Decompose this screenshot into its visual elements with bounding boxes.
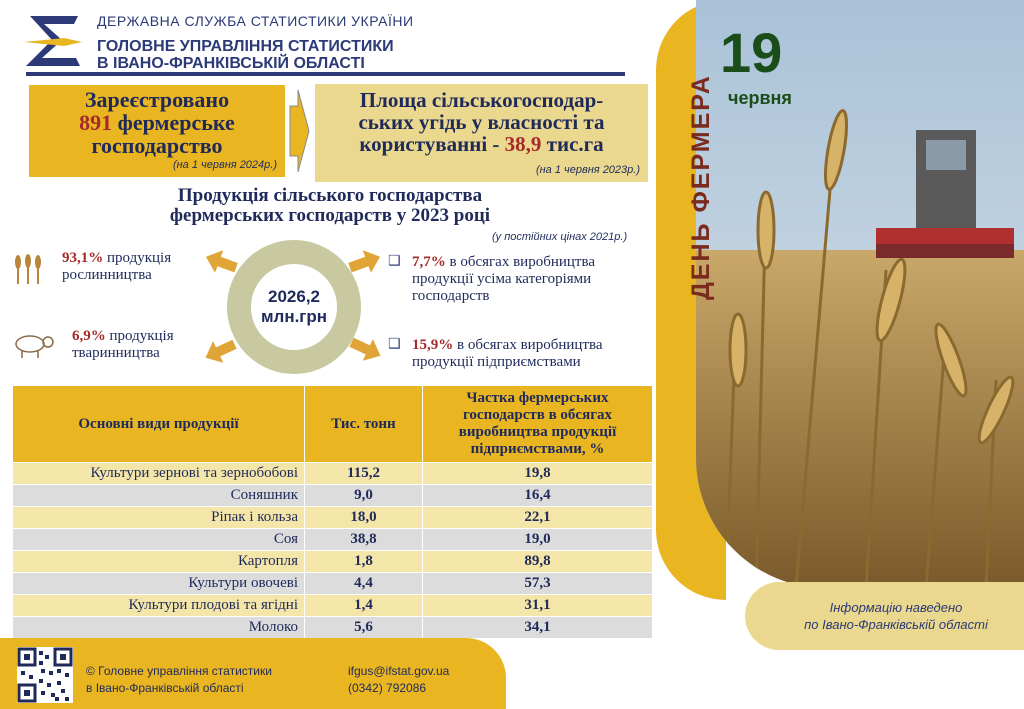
share-ent-label2: продукції підприємствами [412,354,581,370]
header-product: Основні види продукції [13,386,305,463]
land-line3a: користуванні - [359,132,505,156]
footer-email[interactable]: ifgus@ifstat.gov.ua [348,664,450,678]
agency-name: ДЕРЖАВНА СЛУЖБА СТАТИСТИКИ УКРАЇНИ [97,13,414,29]
animal-pct: 6,9% [72,328,106,344]
registered-farms-box [29,85,285,177]
land-area-box [315,84,648,182]
office-name-line2: В ІВАНО-ФРАНКІВСЬКІЙ ОБЛАСТІ [97,55,365,72]
production-title [100,186,560,226]
table-row [13,529,653,551]
registered-farms-text [29,88,285,157]
footer-phone: (0342) 792086 [348,681,427,695]
product-name: Культури плодові та ягідні [13,595,305,617]
share-all-label2: продукції усіма категоріями [412,271,592,287]
share-ent-label1: в обсягах виробництва [453,337,603,353]
product-tonnes: 1,8 [305,551,423,573]
share-all-label1: в обсягах виробництва [445,254,596,270]
registered-line2 [29,111,285,134]
plant-pct: 93,1% [62,250,104,266]
products-table [12,385,653,639]
animal-production-stat [72,328,174,362]
product-name: Культури овочеві [13,573,305,595]
product-share: 16,4 [423,485,653,507]
product-name: Молоко [13,617,305,639]
land-line1: Площа сільськогосподар- [359,88,604,112]
land-area-date: (на 1 червня 2023р.) [535,164,640,176]
share-all-categories [412,254,595,305]
plant-line1 [62,250,171,267]
arrow-down-right-icon [346,332,386,366]
table-row [13,551,653,573]
footer-copyright [86,663,272,697]
production-total-unit: млн.грн [260,307,328,326]
animal-line1 [72,328,174,345]
product-tonnes: 5,6 [305,617,423,639]
farmer-day-title: ДЕНЬ ФЕРМЕРА [687,74,715,300]
sigma-logo-icon [22,12,84,68]
share-ent-pct: 15,9% [412,337,454,353]
product-name: Соя [13,529,305,551]
product-tonnes: 115,2 [305,463,423,485]
plant-label2: рослинництва [62,267,152,283]
product-tonnes: 9,0 [305,485,423,507]
share-all-pct: 7,7% [412,254,446,270]
share-all-label3: господарств [412,288,490,304]
header-divider [26,72,625,76]
product-name: Ріпак і кольза [13,507,305,529]
product-name: Картопля [13,551,305,573]
production-title-line2: фермерських господарств у 2023 році [169,205,491,226]
animal-label1: продукція [105,328,174,344]
product-name: Соняшник [13,485,305,507]
product-share: 34,1 [423,617,653,639]
share-all-line1 [412,254,595,271]
plant-label1: продукція [103,250,172,266]
land-line3b: тис.га [541,132,604,156]
right-arrow-icon [288,86,310,176]
header-share: Частка фермерських господарств в обсягах виробництва продукції підприємствами, % [423,386,653,463]
checkbox-bullet-icon: ❑ [388,253,401,269]
arrow-up-right-icon [346,248,386,282]
info-line1: Інформацію наведено [829,600,963,615]
product-tonnes: 38,8 [305,529,423,551]
livestock-icon [10,330,58,360]
table-row [13,595,653,617]
checkbox-bullet-icon: ❑ [388,336,401,352]
product-share: 19,0 [423,529,653,551]
footer-copy-line2: в Івано-Франківській області [86,681,244,695]
table-row [13,507,653,529]
product-share: 31,1 [423,595,653,617]
table-row [13,485,653,507]
wheat-icon [10,252,46,286]
office-name [97,38,394,72]
plant-production-stat [62,250,171,284]
share-ent-line1 [412,337,603,354]
office-name-line1: ГОЛОВНЕ УПРАВЛІННЯ СТАТИСТИКИ [97,38,394,55]
animal-label2: тваринництва [72,345,160,361]
product-share: 57,3 [423,573,653,595]
product-share: 89,8 [423,551,653,573]
qr-code-icon[interactable] [17,647,73,703]
arrow-down-left-icon [200,334,240,368]
product-tonnes: 4,4 [305,573,423,595]
land-area-text [315,89,648,155]
footer-copy-line1: © Головне управління статистики [86,664,272,678]
land-line3 [315,133,648,155]
header-tonnes: Тис. тонн [305,386,423,463]
arrow-up-left-icon [200,248,240,282]
table-row [13,617,653,639]
production-total-value: 2026,2 [268,287,320,306]
footer-contacts [348,663,449,697]
info-note [776,599,1016,633]
land-line2: ських угідь у власності та [358,110,605,134]
product-share: 19,8 [423,463,653,485]
product-tonnes: 18,0 [305,507,423,529]
table-row [13,463,653,485]
table-header-row [13,386,653,463]
price-note: (у постійних цінах 2021р.) [492,231,628,243]
registered-date: (на 1 червня 2024р.) [172,159,277,171]
product-tonnes: 1,4 [305,595,423,617]
land-area-value: 38,9 [504,132,542,156]
product-name: Культури зернові та зернобобові [13,463,305,485]
day-number: 19 [720,21,783,84]
table-row [13,573,653,595]
registered-line2-text: фермерське [112,110,235,135]
registered-line1: Зареєстровано [84,87,230,112]
info-line2: по Івано-Франківській області [804,617,988,632]
registered-count: 891 [79,110,113,135]
production-total [240,287,348,327]
production-title-line1: Продукція сільського господарства [177,185,483,206]
day-month: червня [728,88,792,108]
registered-line3: господарство [91,133,223,158]
share-enterprises [412,337,603,371]
product-share: 22,1 [423,507,653,529]
